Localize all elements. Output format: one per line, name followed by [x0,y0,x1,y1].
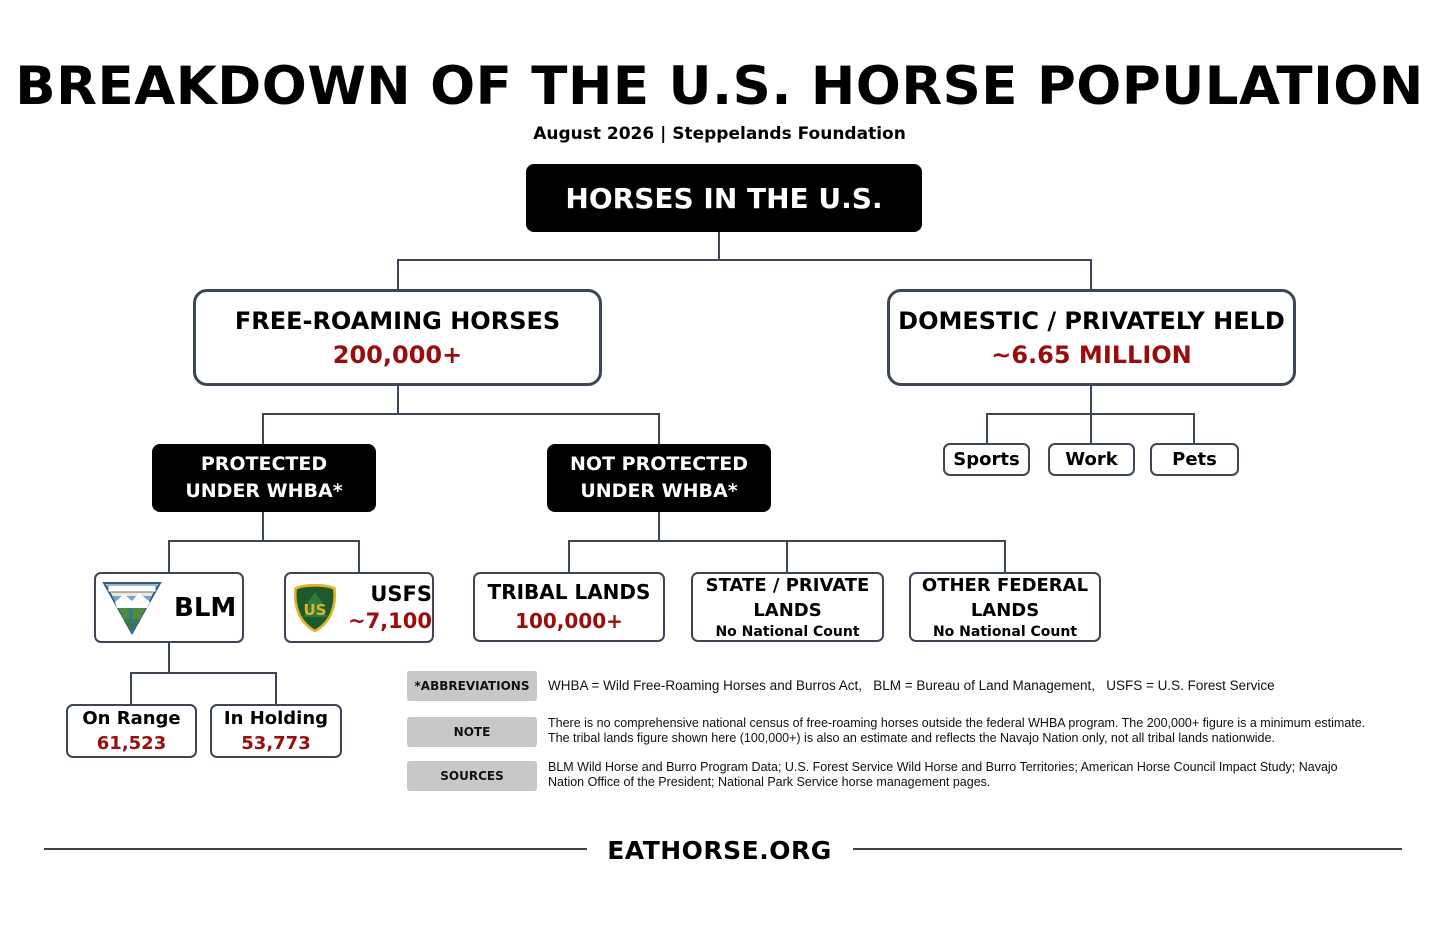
connector-not-protected-mid [659,541,787,572]
connector-root-right [719,260,1091,289]
free-roaming-node [193,289,602,386]
usfs-node [284,572,434,643]
root-node [526,164,922,232]
in-holding-value: 53,773 [241,733,311,754]
usfs-text [348,581,432,635]
blm-logo-icon [102,580,162,636]
connector-domestic [987,385,1091,443]
svg-text:US: US [303,600,327,619]
connector-free-roaming [263,385,398,444]
connector-blm-right [169,673,276,704]
connector-domestic-right [1091,414,1194,443]
domestic-work [1048,443,1135,476]
note-label: NOTE [453,725,491,739]
other-federal-node [909,572,1101,642]
blm-label: BLM [174,592,237,623]
abbreviations-label: *ABBREVIATIONS [414,679,530,693]
tribal-lands-label: TRIBAL LANDS [487,580,651,604]
connector-not-protected-right [787,541,1005,572]
tribal-lands-node [473,572,665,642]
other-federal-note: No National Count [932,624,1078,640]
root-label: HORSES IN THE U.S. [565,181,883,215]
state-private-line1: STATE / PRIVATE [705,575,870,596]
protected-line2: UNDER WHBA* [185,480,343,502]
on-range-value: 61,523 [96,733,167,754]
connector-free-roaming-right [398,414,659,444]
free-roaming-value: 200,000+ [332,340,463,369]
domestic-work-label: Work [1065,449,1118,470]
domestic-node [887,289,1296,386]
abbreviations-text: WHBA = Wild Free-Roaming Horses and Burros Act, BLM = Bureau of Land Management, USFS = U.S. Forest Service [548,678,1275,693]
connector-blm [131,642,169,704]
other-federal-line1: OTHER FEDERAL [921,575,1089,596]
blm-node [94,572,244,643]
domestic-value: ~6.65 MILLION [991,340,1192,369]
protected-line1: PROTECTED [200,453,328,475]
free-roaming-label: FREE-ROAMING HORSES [234,306,561,335]
state-private-note: No National Count [715,624,860,640]
sources-pill [407,761,537,791]
note-text [548,716,1428,746]
page-subtitle: August 2026 | Steppelands Foundation [533,124,906,144]
domestic-pets-label: Pets [1172,449,1217,470]
sources-line2: Nation Office of the President; National Park Service horse management pages. [548,775,991,789]
connector-protected-right [263,541,359,572]
domestic-sports [943,443,1030,476]
sources-label: SOURCES [440,769,504,783]
note-line2: The tribal lands figure shown here (100,000+) is also an estimate and reflects the Navajo Nation only, not all tribal lands nationwide. [548,731,1275,745]
sources-line1: BLM Wild Horse and Burro Program Data; U.S. Forest Service Wild Horse and Burro Territories; American Horse Council Impact Study; Navajo [548,760,1338,774]
domestic-pets [1150,443,1239,476]
connector-protected [169,512,263,572]
note-pill [407,717,537,747]
tribal-lands-value: 100,000+ [515,609,623,633]
in-holding-node [210,704,342,758]
protected-node [152,444,376,512]
page-title: BREAKDOWN OF THE U.S. HORSE POPULATION [15,56,1424,117]
on-range-node [66,704,197,758]
state-private-node [691,572,884,642]
abbreviations-pill [407,671,537,701]
sources-text [548,760,1428,790]
connector-not-protected [569,512,659,572]
not-protected-line2: UNDER WHBA* [580,480,738,502]
connector-root [398,232,719,289]
other-federal-line2: LANDS [970,600,1040,621]
footer-site-link[interactable]: EATHORSE.ORG [607,836,832,865]
usfs-value: ~7,100 [347,608,432,633]
usfs-label: USFS [370,581,432,606]
on-range-label: On Range [82,708,181,729]
state-private-line2: LANDS [753,600,822,621]
not-protected-node [547,444,771,512]
domestic-sports-label: Sports [953,449,1020,470]
domestic-label: DOMESTIC / PRIVATELY HELD [898,306,1285,335]
note-line1: There is no comprehensive national census of free-roaming horses outside the federal WHBA program. The 200,000+ figure is a minimum estimate. [548,716,1366,730]
not-protected-line1: NOT PROTECTED [570,453,748,475]
usfs-shield-icon [292,580,338,636]
in-holding-label: In Holding [223,708,329,729]
